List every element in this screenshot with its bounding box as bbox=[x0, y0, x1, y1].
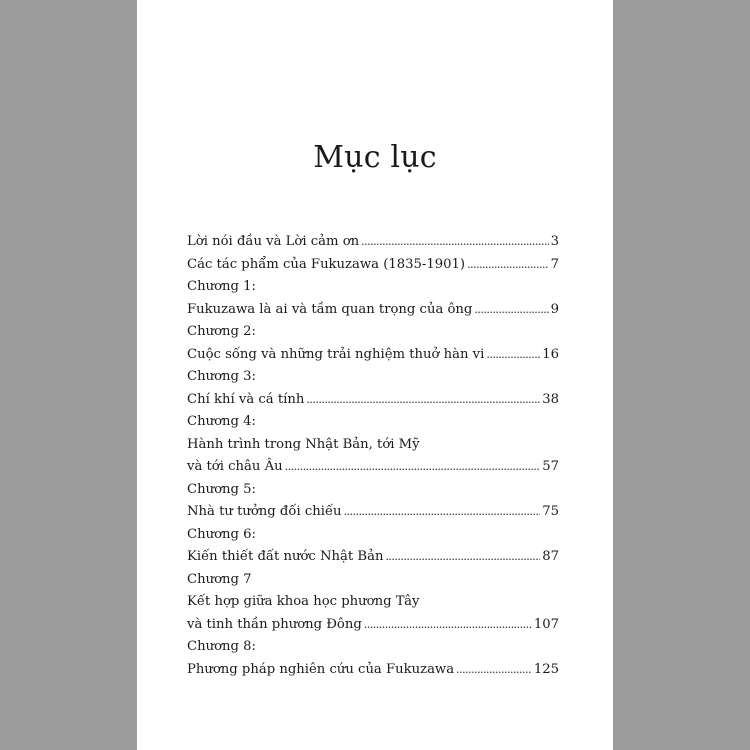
toc-entry-text: Kiến thiết đất nước Nhật Bản bbox=[187, 549, 384, 564]
dot-leader bbox=[361, 231, 548, 254]
toc-entry-heading-line bbox=[187, 411, 559, 434]
toc-entry-title-line bbox=[187, 389, 559, 412]
toc-entry-heading-line bbox=[187, 321, 559, 344]
book-page bbox=[137, 0, 613, 750]
toc-entry-text: Phương pháp nghiên cứu của Fukuzawa bbox=[187, 661, 455, 677]
toc-entry-title-line bbox=[187, 456, 559, 479]
toc-entry bbox=[187, 276, 559, 321]
toc-entry bbox=[187, 411, 559, 479]
toc-entry-heading-line bbox=[187, 591, 559, 614]
toc-entry-text: Nhà tư tưởng đối chiếu bbox=[187, 504, 342, 519]
toc-entry-text: Hành trình trong Nhật Bản, tới Mỹ bbox=[187, 436, 420, 452]
toc-entry-text: Chương 6: bbox=[187, 526, 256, 542]
toc-page-number: 75 bbox=[542, 504, 559, 519]
toc-entry bbox=[187, 636, 559, 681]
dot-leader bbox=[467, 254, 549, 277]
toc-entry-title-line bbox=[187, 299, 559, 322]
toc-entry-text: Chương 2: bbox=[187, 324, 256, 339]
toc-entry-text: Chương 1: bbox=[187, 279, 256, 294]
toc-entry-heading-line bbox=[187, 276, 559, 299]
toc-entry-title-line bbox=[187, 659, 559, 682]
toc-entry-text: Chương 8: bbox=[187, 639, 256, 654]
toc-entry bbox=[187, 569, 559, 637]
toc-entry-text: Kết hợp giữa khoa học phương Tây bbox=[187, 594, 420, 609]
toc-page-number: 107 bbox=[533, 616, 559, 632]
dot-leader bbox=[456, 659, 532, 682]
toc-entry-text: Chí khí và cá tính bbox=[187, 391, 305, 407]
toc-page-number: 125 bbox=[533, 661, 559, 677]
toc-entry-text: Các tác phẩm của Fukuzawa (1835-1901) bbox=[187, 256, 466, 272]
dot-leader bbox=[285, 456, 541, 479]
toc-page-number: 57 bbox=[542, 459, 559, 474]
dot-leader bbox=[486, 344, 540, 367]
toc-entry bbox=[187, 479, 559, 524]
toc-page-number: 7 bbox=[550, 256, 559, 272]
toc-entry-heading-line bbox=[187, 434, 559, 457]
toc-page-number: 3 bbox=[550, 234, 559, 249]
toc-entry-title-line bbox=[187, 254, 559, 277]
toc-entry-heading-line bbox=[187, 479, 559, 502]
toc-entry-text: và tới châu Âu bbox=[187, 459, 283, 474]
toc-entry bbox=[187, 231, 559, 254]
toc-entry-heading-line bbox=[187, 569, 559, 592]
toc-entry-text: và tinh thần phương Đông bbox=[187, 616, 362, 632]
toc-entry-text: Fukuzawa là ai và tầm quan trọng của ông bbox=[187, 301, 473, 317]
toc-entry-heading-line bbox=[187, 366, 559, 389]
toc-entry bbox=[187, 254, 559, 277]
dot-leader bbox=[306, 389, 540, 412]
page-title: Mục lục bbox=[313, 140, 437, 175]
toc-page-number: 87 bbox=[542, 549, 559, 564]
toc-entry-heading-line bbox=[187, 524, 559, 547]
toc-page-number: 9 bbox=[550, 301, 559, 317]
dot-leader bbox=[474, 299, 548, 322]
toc-entry-title-line bbox=[187, 501, 559, 524]
toc-entry bbox=[187, 321, 559, 366]
toc-entry-title-line bbox=[187, 344, 559, 367]
toc-entry-title-line bbox=[187, 546, 559, 569]
toc-entry-title-line bbox=[187, 614, 559, 637]
toc-entry-text: Chương 5: bbox=[187, 481, 256, 497]
toc-entry-text: Chương 7 bbox=[187, 571, 252, 587]
toc-entry-text: Chương 4: bbox=[187, 414, 256, 429]
toc-entry-heading-line bbox=[187, 636, 559, 659]
toc-page-number: 38 bbox=[542, 391, 559, 407]
dot-leader bbox=[364, 614, 532, 637]
toc-entry-text: Chương 3: bbox=[187, 369, 256, 384]
toc-entry-title-line bbox=[187, 231, 559, 254]
dot-leader bbox=[385, 546, 540, 569]
dot-leader bbox=[344, 501, 541, 524]
toc-entry bbox=[187, 524, 559, 569]
toc-page-number: 16 bbox=[542, 346, 559, 362]
toc-entry bbox=[187, 366, 559, 411]
toc-entry-text: Cuộc sống và những trải nghiệm thuở hàn vi bbox=[187, 346, 485, 362]
table-of-contents bbox=[187, 231, 559, 681]
toc-entry-text: Lời nói đầu và Lời cảm ơn bbox=[187, 234, 360, 249]
